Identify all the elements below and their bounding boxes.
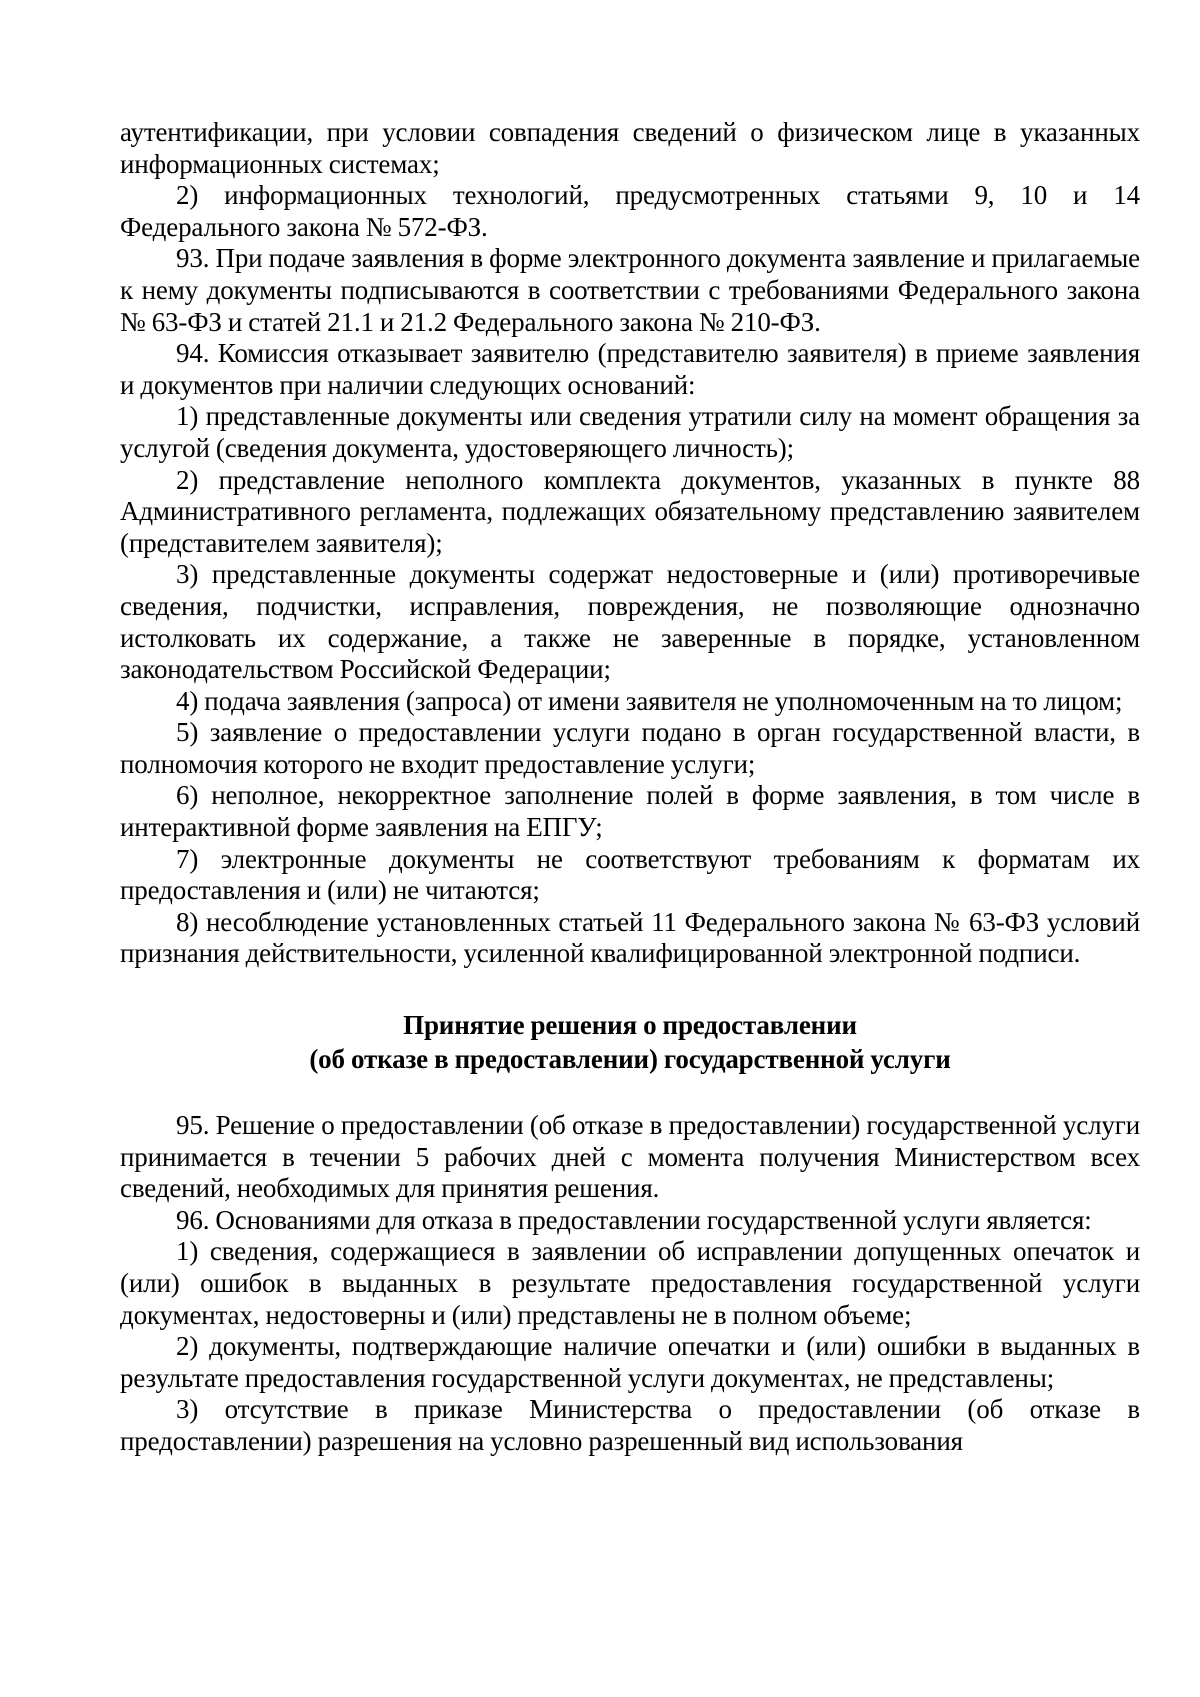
list-item: 3) представленные документы содержат недостоверные и (или) противоречивые сведения, подчистки, исправления, повреждения, не позволяющие однозначно истолковать их содержание, а также не заверенные в порядке, установленном законодательством Российской Федерации; bbox=[120, 559, 1140, 685]
paragraph-96: 96. Основаниями для отказа в предоставлении государственной услуги является: bbox=[176, 1204, 1092, 1235]
list-item: 4) подача заявления (запроса) от имени заявителя не уполномоченным на то лицом; bbox=[176, 685, 1123, 716]
paragraph-93: 93. При подаче заявления в форме электронного документа заявление и прилагаемые к нему документы подписываются в соответствии с требованиями Федерального закона № 63-ФЗ и статей 21.1 и 21.2 Федерального закона № 210-ФЗ. bbox=[120, 243, 1140, 337]
section-heading-line-2: (об отказе в предоставлении) государственной услуги bbox=[309, 1044, 951, 1075]
list-item: 2) представление неполного комплекта документов, указанных в пункте 88 Административного регламента, подлежащих обязательному представлению заявителем (представителем заявителя); bbox=[120, 464, 1140, 558]
paragraph-94: 94. Комиссия отказывает заявителю (представителю заявителя) в приеме заявления и документов при наличии следующих оснований: bbox=[120, 338, 1140, 400]
list-item: 1) представленные документы или сведения утратили силу на момент обращения за услугой (сведения документа, удостоверяющего личность); bbox=[120, 401, 1140, 463]
list-item: 3) отсутствие в приказе Министерства о предоставлении (об отказе в предоставлении) разрешения на условно разрешенный вид использования bbox=[120, 1394, 1140, 1456]
paragraph: аутентификации, при условии совпадения сведений о физическом лице в указанных информационных системах; bbox=[120, 117, 1140, 179]
section-heading-line-1: Принятие решения о предоставлении bbox=[403, 1010, 857, 1041]
document-body bbox=[120, 117, 1140, 1458]
list-item: 6) неполное, некорректное заполнение полей в форме заявления, в том числе в интерактивной форме заявления на ЕПГУ; bbox=[120, 780, 1140, 843]
paragraph-95: 95. Решение о предоставлении (об отказе в предоставлении) государственной услуги принимается в течении 5 рабочих дней с момента получения Министерством всех сведений, необходимых для принятия решения. bbox=[120, 1110, 1140, 1204]
list-item: 2) документы, подтверждающие наличие опечатки и (или) ошибки в выданных в результате предоставления государственной услуги документах, не представлены; bbox=[120, 1331, 1140, 1393]
section-heading bbox=[120, 1008, 1140, 1076]
list-item: 1) сведения, содержащиеся в заявлении об исправлении допущенных опечаток и (или) ошибок в выданных в результате предоставления государственной услуги документах, недостоверны и (или) представлены не в полном объеме; bbox=[120, 1236, 1140, 1330]
list-item: 5) заявление о предоставлении услуги подано в орган государственной власти, в полномочия которого не входит предоставление услуги; bbox=[120, 717, 1140, 779]
paragraph: 2) информационных технологий, предусмотренных статьями 9, 10 и 14 Федерального закона № 572-ФЗ. bbox=[120, 180, 1140, 242]
list-item: 8) несоблюдение установленных статьей 11 Федерального закона № 63-ФЗ условий признания действительности, усиленной квалифицированной электронной подписи. bbox=[120, 906, 1140, 969]
list-item: 7) электронные документы не соответствуют требованиям к форматам их предоставления и (или) не читаются; bbox=[120, 843, 1140, 906]
